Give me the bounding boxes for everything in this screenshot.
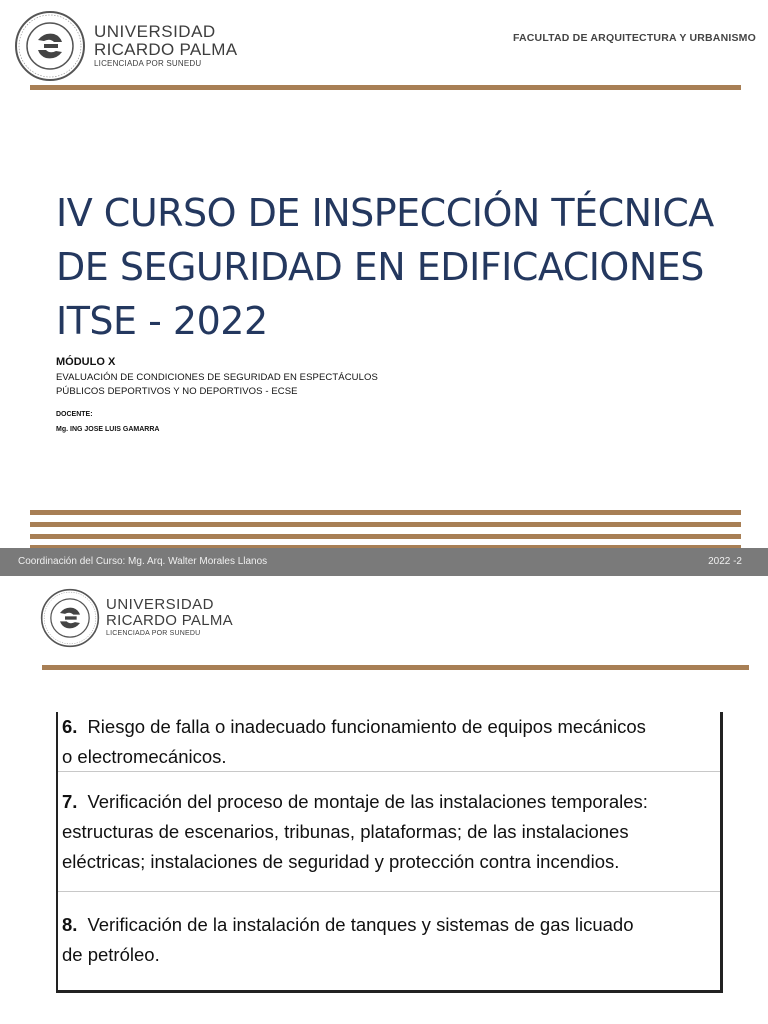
university-seal-icon: [40, 588, 100, 648]
module-description-line: PÚBLICOS DEPORTIVOS Y NO DEPORTIVOS - ECSE: [56, 386, 298, 397]
logo-wordmark: [94, 23, 237, 69]
course-title-line: DE SEGURIDAD EN EDIFICACIONES: [56, 245, 704, 289]
logo-line-sunedu: LICENCIADA POR SUNEDU: [94, 59, 202, 68]
row-divider: [58, 771, 720, 772]
logo-line-university: UNIVERSIDAD: [94, 22, 216, 41]
header-divider: [30, 85, 741, 90]
faculty-label: FACULTAD DE ARQUITECTURA Y URBANISMO: [512, 32, 756, 44]
requirement-item: [62, 910, 718, 970]
requirement-item: [62, 787, 718, 877]
footer-stripe: [30, 522, 741, 527]
logo-line-sunedu: LICENCIADA POR SUNEDU: [106, 630, 201, 637]
university-seal-icon: [14, 10, 86, 82]
requirements-table: [56, 712, 723, 993]
item-number: 8.: [62, 914, 78, 935]
docente-name: Mg. ING JOSE LUIS GAMARRA: [56, 426, 160, 433]
semester-label: 2022 -2: [708, 556, 742, 567]
item-number: 6.: [62, 716, 78, 737]
module-title: MÓDULO X: [56, 356, 116, 368]
item-text: Verificación del proceso de montaje de las instalaciones temporales:: [87, 791, 648, 812]
slide-footer: [0, 548, 768, 576]
item-text: Riesgo de falla o inadecuado funcionamiento de equipos mecánicos: [87, 716, 646, 737]
item-text: eléctricas; instalaciones de seguridad y protección contra incendios.: [62, 851, 620, 872]
requirement-item: [62, 712, 718, 772]
docente-label: DOCENTE:: [56, 411, 93, 418]
course-title: [56, 186, 756, 348]
header-divider: [42, 665, 749, 670]
item-text: o electromecánicos.: [62, 746, 227, 767]
course-title-line: IV CURSO DE INSPECCIÓN TÉCNICA: [56, 191, 714, 235]
university-logo: [14, 10, 237, 82]
module-info: [56, 356, 378, 433]
logo-line-name: RICARDO PALMA: [94, 40, 238, 59]
item-number: 7.: [62, 791, 78, 812]
coordination-label: Coordinación del Curso: Mg. Arq. Walter Morales Llanos: [18, 556, 268, 567]
logo-line-name: RICARDO PALMA: [106, 612, 233, 629]
footer-stripe: [30, 510, 741, 515]
item-text: estructuras de escenarios, tribunas, plataformas; de las instalaciones: [62, 821, 629, 842]
course-title-line: ITSE - 2022: [56, 299, 268, 343]
logo-line-university: UNIVERSIDAD: [106, 596, 215, 613]
logo-wordmark: [106, 597, 233, 639]
item-text: de petróleo.: [62, 944, 160, 965]
module-description-line: EVALUACIÓN DE CONDICIONES DE SEGURIDAD EN ESPECTÁCULOS: [56, 372, 378, 383]
footer-stripe: [30, 534, 741, 539]
row-divider: [58, 891, 720, 892]
item-text: Verificación de la instalación de tanques y sistemas de gas licuado: [87, 914, 634, 935]
university-logo: [40, 588, 233, 648]
